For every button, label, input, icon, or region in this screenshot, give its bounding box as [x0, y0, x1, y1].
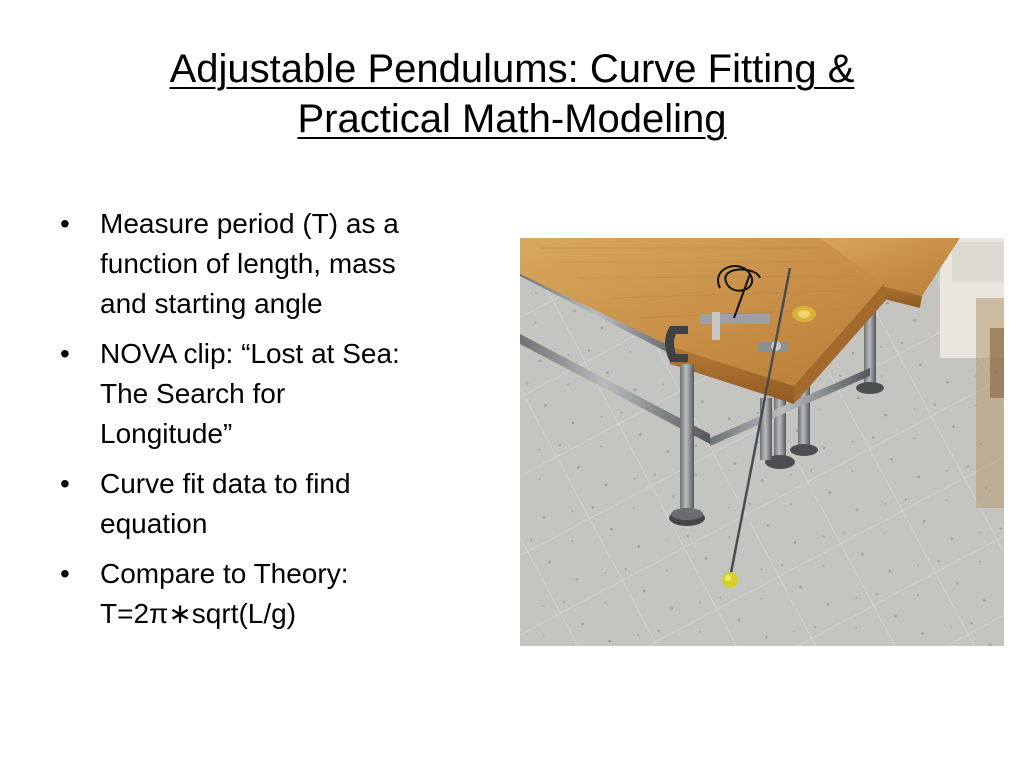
title-line: Practical Math-Modeling [297, 97, 727, 141]
bullet-text-line: equation [100, 508, 208, 539]
bullet-list [60, 204, 500, 644]
bullet-text-line: Compare to Theory: [100, 558, 349, 589]
title-line: Adjustable Pendulums: Curve Fitting & [169, 47, 855, 91]
bullet-text-line: The Search for [100, 378, 286, 409]
bullet-text-line: Longitude” [100, 418, 233, 449]
bullet-text-line: T=2π∗sqrt(L/g) [100, 598, 297, 629]
bullet-text-line: Curve fit data to find [100, 468, 351, 499]
bullet-dot-icon: • [60, 558, 70, 589]
bullet-item [60, 334, 500, 454]
bullet-item [60, 554, 500, 634]
bullet-text-line: function of length, mass [100, 248, 396, 279]
bullet-dot-icon: • [60, 208, 70, 239]
bullet-text-line: Measure period (T) as a [100, 208, 399, 239]
bullet-dot-icon: • [60, 468, 70, 499]
slide-title [60, 44, 964, 144]
bullet-text-line: and starting angle [100, 288, 323, 319]
pendulum-photo [520, 238, 1004, 646]
bullet-dot-icon: • [60, 338, 70, 369]
bullet-item [60, 204, 500, 324]
bullet-item [60, 464, 500, 544]
bullet-text-line: NOVA clip: “Lost at Sea: [100, 338, 400, 369]
